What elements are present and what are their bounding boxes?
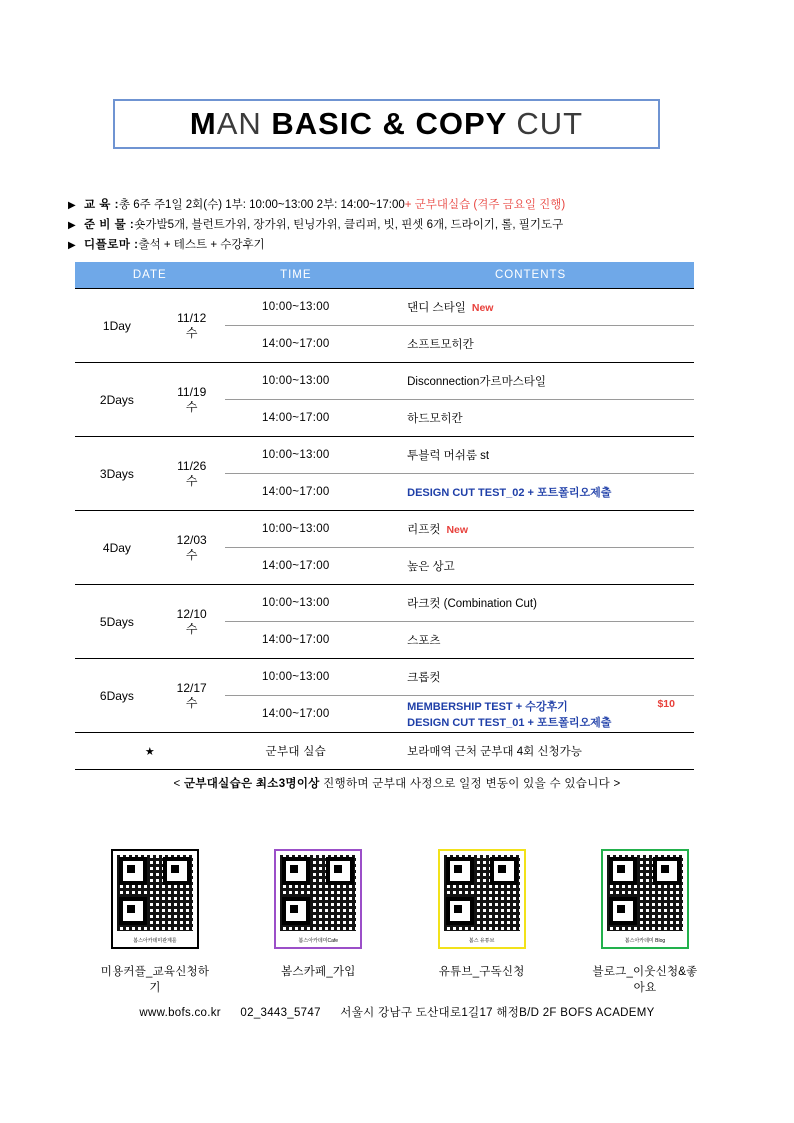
table-row: [75, 511, 694, 548]
footer-phone: 02_3443_5747: [240, 1007, 321, 1019]
table-row: [75, 659, 694, 696]
session-time: 14:00~17:00: [225, 474, 368, 511]
footnote-rest: 진행하며 군부대 사정으로 일정 변동이 있을 수 있습니다 >: [319, 778, 621, 790]
qr-inner-caption: 봄스 유튜브: [440, 937, 524, 945]
table-bottom-border: [75, 770, 694, 771]
session-time: 10:00~13:00: [225, 289, 368, 326]
session-time: 14:00~17:00: [225, 326, 368, 363]
session-content: [367, 696, 694, 733]
qr-label: 봄스카페_가입: [281, 966, 356, 978]
date-main: 11/12: [177, 310, 207, 325]
date-weekday: 수: [185, 399, 198, 414]
info-row: [68, 236, 728, 255]
column-header-time: TIME: [225, 262, 368, 289]
title-part-1: M: [189, 106, 217, 141]
qr-inner-caption: 봄스아카데미 Blog: [603, 937, 687, 945]
info-row: [68, 196, 728, 215]
new-badge: New: [446, 524, 469, 536]
content-text-highlight: MEMBERSHIP TEST + 수강후기: [407, 701, 568, 713]
date-label: [159, 659, 225, 733]
date-weekday: 수: [185, 621, 198, 636]
day-label: 1Day: [75, 289, 159, 363]
info-text: 출석 + 테스트 + 수강후기: [138, 239, 265, 251]
day-label: 3Days: [75, 437, 159, 511]
date-label: [159, 437, 225, 511]
qr-item-youtube[interactable]: [427, 849, 537, 995]
triangle-right-icon: ▶: [68, 240, 76, 251]
content-text-highlight-2: DESIGN CUT TEST_01 + 포트폴리오제출: [407, 717, 612, 729]
qr-finder-icon: [490, 857, 518, 885]
session-time: 10:00~13:00: [225, 585, 368, 622]
table-header-row: [75, 262, 694, 289]
special-content: 보라매역 근처 군부대 4회 신청가능: [367, 733, 694, 770]
session-content: [367, 511, 694, 548]
info-label: 교 육 :: [84, 199, 119, 211]
date-weekday: 수: [185, 547, 198, 562]
table-row: [75, 585, 694, 622]
table-row-special: [75, 733, 694, 770]
date-label: [159, 585, 225, 659]
qr-inner-caption: 봄스아카데미관계를: [113, 937, 197, 945]
footnote: [0, 775, 794, 791]
table-row: [75, 437, 694, 474]
column-header-date: DATE: [75, 262, 225, 289]
qr-code-row: [100, 849, 700, 995]
info-row: [68, 216, 728, 235]
date-main: 12/10: [176, 606, 207, 621]
session-content: 스포츠: [367, 622, 694, 659]
title-part-4: CUT: [516, 106, 584, 141]
new-badge: New: [471, 302, 494, 314]
footer-website[interactable]: www.bofs.co.kr: [139, 1007, 221, 1019]
qr-finder-icon: [163, 857, 191, 885]
session-content: 크롭컷: [367, 659, 694, 696]
session-content: 라크컷 (Combination Cut): [367, 585, 694, 622]
qr-finder-icon: [609, 897, 637, 925]
qr-code-youtube[interactable]: [438, 849, 526, 949]
qr-label: 미용커플_교육신청하기: [100, 966, 210, 994]
session-content: 소프트모히칸: [367, 326, 694, 363]
info-text: 총 6주 주1일 2회(수) 1부: 10:00~13:00 2부: 14:00~17:00: [118, 199, 405, 211]
date-weekday: 수: [185, 325, 198, 340]
session-time: 14:00~17:00: [225, 622, 368, 659]
date-main: 12/03: [176, 532, 207, 547]
qr-finder-icon: [282, 857, 310, 885]
qr-item-blog[interactable]: [590, 849, 700, 995]
date-label: [159, 511, 225, 585]
table-row: [75, 289, 694, 326]
title-part-2: AN: [216, 106, 262, 141]
session-content: [367, 474, 694, 511]
date-main: 12/17: [176, 680, 207, 695]
qr-finder-icon: [326, 857, 354, 885]
date-label: [159, 289, 225, 363]
date-weekday: 수: [185, 473, 198, 488]
session-time: 10:00~13:00: [225, 437, 368, 474]
qr-finder-icon: [609, 857, 637, 885]
session-time: 14:00~17:00: [225, 400, 368, 437]
info-text: 숏가발5개, 블런트가위, 장가위, 틴닝가위, 클리퍼, 빗, 핀셋 6개, 드라이기, 롤, 필기도구: [134, 219, 564, 231]
session-time: 14:00~17:00: [225, 548, 368, 585]
footer-address: 서울시 강남구 도산대로1길17 해정B/D 2F BOFS ACADEMY: [340, 1007, 655, 1019]
info-note: + 군부대실습 (격주 금요일 진행): [404, 199, 566, 211]
qr-label: 유튜브_구독신청: [438, 966, 525, 978]
session-content: [367, 289, 694, 326]
date-label: [159, 363, 225, 437]
session-content: 투블럭 머쉬룸 st: [367, 437, 694, 474]
qr-code-blog[interactable]: [601, 849, 689, 949]
qr-finder-icon: [119, 897, 147, 925]
footnote-emphasis: 군부대실습은 최소3명이상: [183, 778, 320, 790]
qr-code-education[interactable]: [111, 849, 199, 949]
content-text: 댄디 스타일: [407, 302, 466, 314]
price-badge: $10: [657, 698, 675, 710]
session-time: 10:00~13:00: [225, 659, 368, 696]
qr-code-cafe[interactable]: [274, 849, 362, 949]
qr-finder-icon: [119, 857, 147, 885]
qr-item-education[interactable]: [100, 849, 210, 995]
star-icon: ★: [75, 733, 225, 770]
content-text-highlight: DESIGN CUT TEST_02 + 포트폴리오제출: [407, 487, 612, 499]
day-label: 6Days: [75, 659, 159, 733]
qr-finder-icon: [446, 857, 474, 885]
session-content: Disconnection가르마스타일: [367, 363, 694, 400]
qr-item-cafe[interactable]: [263, 849, 373, 995]
info-label: 준 비 물 :: [84, 219, 135, 231]
qr-finder-icon: [282, 897, 310, 925]
qr-finder-icon: [653, 857, 681, 885]
triangle-right-icon: ▶: [68, 200, 76, 211]
footer: [0, 1004, 794, 1020]
qr-finder-icon: [446, 897, 474, 925]
session-time: 10:00~13:00: [225, 511, 368, 548]
session-content: 하드모히칸: [367, 400, 694, 437]
day-label: 5Days: [75, 585, 159, 659]
date-main: 11/26: [177, 458, 207, 473]
date-weekday: 수: [185, 695, 198, 710]
qr-inner-caption: 봄스아카데미Cafe: [276, 937, 360, 945]
schedule-table: [75, 262, 694, 770]
triangle-right-icon: ▶: [68, 220, 76, 231]
day-label: 4Day: [75, 511, 159, 585]
table-row: [75, 363, 694, 400]
session-content: 높은 상고: [367, 548, 694, 585]
title-banner: [113, 99, 660, 149]
info-block: [68, 196, 728, 256]
date-main: 11/19: [177, 384, 207, 399]
special-time: 군부대 실습: [225, 733, 368, 770]
page-title: [190, 106, 583, 142]
qr-label: 블로그_이웃신청&좋아요: [592, 966, 698, 994]
info-label: 디플로마 :: [84, 239, 139, 251]
content-text: 리프컷: [407, 524, 441, 536]
day-label: 2Days: [75, 363, 159, 437]
session-time: 14:00~17:00: [225, 696, 368, 733]
session-time: 10:00~13:00: [225, 363, 368, 400]
footnote-prefix: <: [173, 778, 184, 790]
title-part-3: BASIC & COPY: [261, 106, 517, 141]
column-header-contents: CONTENTS: [367, 262, 694, 289]
